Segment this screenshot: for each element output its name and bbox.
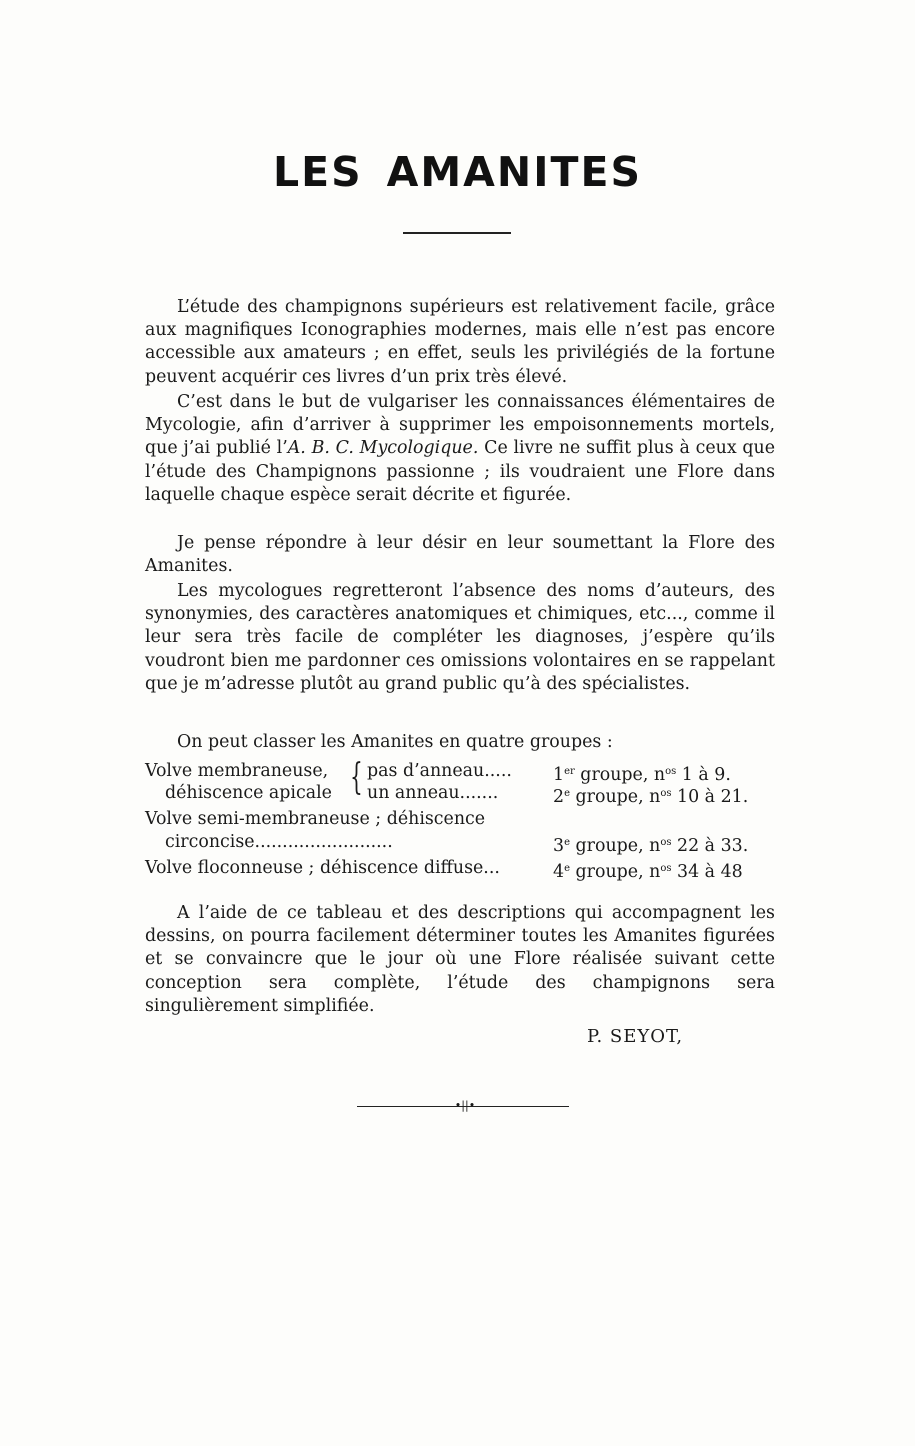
group-row-2: [145, 782, 785, 805]
group-2-left: déhiscence apicale: [165, 783, 332, 803]
brace-icon: {: [350, 757, 363, 798]
paragraph-purpose: [145, 391, 775, 507]
title-word-amanites: AMANITES: [386, 148, 642, 196]
paragraph-groups-intro: On peut classer les Amanites en quatre groupes :: [177, 732, 613, 752]
group-1-mid: pas d’anneau.....: [367, 761, 512, 781]
paragraph-purpose-part2: Ce livre ne suffit plus à ceux que l’étude des Champignons passionne ; ils voudraient une Flore dans laquelle chaque espèce serait décrite et figurée.: [145, 438, 776, 505]
group-2-mid: un anneau.......: [367, 783, 499, 803]
group-4-left: Volve floconneuse ; déhiscence diffuse...: [145, 858, 500, 878]
group-3-ref: 3e groupe, $n^{os}$ 22 à 33.: [553, 836, 749, 856]
ornament-icon: •||•: [454, 1099, 476, 1112]
paragraph-apology: Les mycologues regretteront l’absence des noms d’auteurs, des synonymies, des caractères anatomiques et chimiques, etc..., comme il leur sera très facile de compléter les diagnoses, j’espère qu’ils voudront bien me pardonner ces omissions volontaires en se rappelant que je m’adresse plutôt au grand public qu’à des spécialistes.: [145, 581, 775, 694]
page-title: [0, 148, 915, 196]
paragraph-intro: L’étude des champignons supérieurs est relativement facile, grâce aux magnifiques Iconographies modernes, mais elle n’est pas encore accessible aux amateurs ; en effet, seuls les privilégiés de la fortune peuvent acquérir ces livres d’un prix très élevé.: [145, 297, 775, 387]
group-row-3a: [145, 808, 785, 831]
group-row-3: [145, 831, 785, 854]
title-word-les: LES: [272, 148, 363, 196]
group-row-4: [145, 857, 785, 880]
book-title: A. B. C. Mycologique.: [287, 438, 479, 459]
paragraph-proposal: Je pense répondre à leur désir en leur soumettant la Flore des Amanites.: [145, 533, 775, 577]
group-1-ref: 1er groupe, $n^{os}$ 1 à 9.: [553, 765, 731, 785]
group-2-ref: 2e groupe, $n^{os}$ 10 à 21.: [553, 787, 749, 807]
title-rule: [403, 232, 511, 234]
group-3-left: circoncise.........................: [165, 832, 393, 852]
group-3-left-a: Volve semi-membraneuse ; déhiscence: [145, 809, 486, 829]
author-signature: P. SEYOT,: [587, 1026, 684, 1047]
paragraph-purpose-part1: C’est dans le but de vulgariser les connaissances élémentaires de Mycologie, afin d’arriver à supprimer les empoisonnements mortels, que j’ai publié l’: [145, 392, 775, 459]
group-4-ref: 4e groupe, $n^{os}$ 34 à 48: [553, 862, 743, 882]
paragraph-conclusion: A l’aide de ce tableau et des descriptions qui accompagnent les dessins, on pourra facilement déterminer toutes les Amanites figurées et se convaincre que le jour où une Flore réalisée suivant cette conception sera complète, l’étude des champignons sera singulièrement simplifiée.: [145, 903, 775, 1016]
group-1-left: Volve membraneuse,: [145, 761, 329, 781]
